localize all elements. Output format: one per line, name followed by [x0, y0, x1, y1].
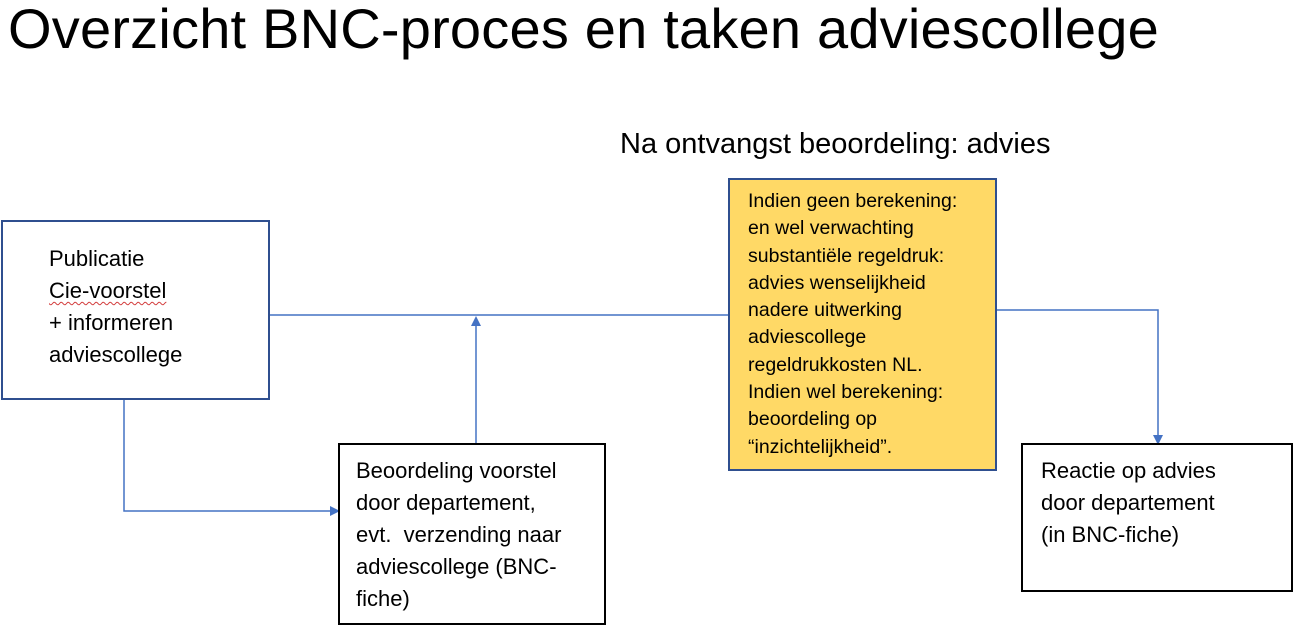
- advies-line-1: Indien geen berekening:: [748, 190, 958, 212]
- connector-advies-to-reactie: [997, 310, 1158, 443]
- publicatie-line-1: Publicatie: [49, 246, 145, 271]
- box-publicatie: [1, 220, 270, 400]
- section-subtitle: Na ontvangst beoordeling: advies: [620, 128, 1051, 160]
- advies-line-7: regeldrukkosten NL.: [748, 353, 923, 376]
- advies-line-5: nadere uitwerking: [748, 299, 902, 322]
- reactie-line-3: (in BNC-fiche): [1041, 522, 1180, 547]
- advies-line-4: advies wenselijkheid: [748, 271, 926, 294]
- advies-line-9: beoordeling op: [748, 408, 878, 431]
- publicatie-line-3: + informeren: [49, 310, 174, 335]
- advies-line-8: Indien wel berekening:: [748, 381, 944, 404]
- advies-line-6: adviescollege: [748, 326, 867, 349]
- advies-line-10: “inzichtelijkheid”.: [748, 435, 893, 458]
- box-advies: [728, 178, 997, 471]
- publicatie-line-4: adviescollege: [49, 342, 183, 367]
- publicatie-line-2: [49, 275, 268, 307]
- page-title: Overzicht BNC-proces en taken adviescollege: [8, 0, 1159, 60]
- connector-publicatie-to-beoordeling: [124, 400, 338, 511]
- beoordeling-line-1: Beoordeling voorstel: [356, 458, 557, 483]
- advies-line-3: substantiële regeldruk:: [748, 244, 945, 267]
- advies-line-2: en wel verwachting: [748, 217, 914, 240]
- beoordeling-line-2: door departement,: [356, 490, 536, 515]
- publicatie-line-2-text: Cie-voorstel: [49, 278, 167, 303]
- beoordeling-line-3: evt. verzending naar: [356, 522, 562, 547]
- reactie-line-1: Reactie op advies: [1041, 458, 1216, 483]
- box-beoordeling: [338, 443, 606, 625]
- reactie-line-2: door departement: [1041, 490, 1215, 515]
- box-reactie: [1021, 443, 1293, 592]
- beoordeling-line-5: fiche): [356, 586, 410, 611]
- beoordeling-line-4: adviescollege (BNC-: [356, 554, 557, 579]
